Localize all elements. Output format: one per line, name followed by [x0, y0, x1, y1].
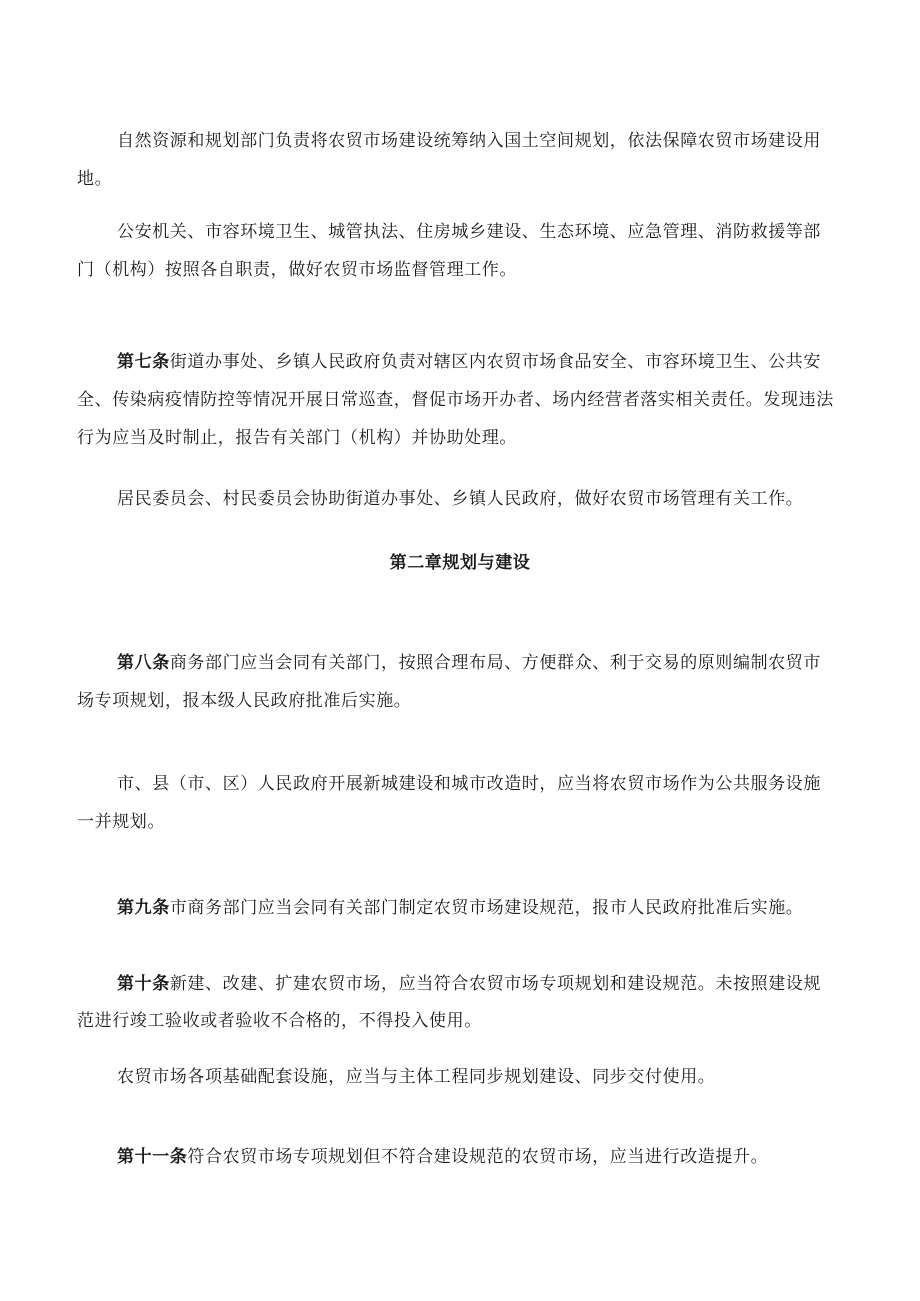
paragraph-article-9: 第九条市商务部门应当会同有关部门制定农贸市场建设规范，报市人民政府批准后实施。 [117, 898, 804, 918]
paragraph-article-8: 第八条商务部门应当会同有关部门，按照合理布局、方便群众、利于交易的原则编制农贸市场专项规划，报本级人民政府批准后实施。 [77, 653, 822, 711]
article-number: 第九条 [117, 898, 170, 918]
paragraph-article-10: 第十条新建、改建、扩建农贸市场，应当符合农贸市场专项规划和建设规范。未按照建设规范进行竣工验收或者验收不合格的，不得投入使用。 [77, 974, 822, 1031]
article-number: 第八条 [117, 653, 170, 673]
paragraph-land-planning: 自然资源和规划部门负责将农贸市场建设统筹纳入国土空间规划，依法保障农贸市场建设用地。 [77, 131, 821, 189]
article-number: 第十条 [117, 974, 170, 994]
paragraph-committees: 居民委员会、村民委员会协助街道办事处、乡镇人民政府，做好农贸市场管理有关工作。 [117, 489, 804, 509]
article-number: 第七条 [117, 352, 170, 372]
paragraph-departments-duties: 公安机关、市容环境卫生、城管执法、住房城乡建设、生态环境、应急管理、消防救援等部门（机构）按照各自职责，做好农贸市场监督管理工作。 [77, 222, 821, 280]
article-number: 第十一条 [117, 1147, 188, 1167]
paragraph-infrastructure: 农贸市场各项基础配套设施，应当与主体工程同步规划建设、同步交付使用。 [117, 1067, 716, 1087]
chapter-heading: 第二章规划与建设 [389, 553, 531, 573]
paragraph-new-city: 市、县（市、区）人民政府开展新城建设和城市改造时，应当将农贸市场作为公共服务设施一并规划。 [77, 774, 821, 832]
paragraph-article-11: 第十一条符合农贸市场专项规划但不符合建设规范的农贸市场，应当进行改造提升。 [117, 1147, 769, 1167]
paragraph-article-7: 第七条街道办事处、乡镇人民政府负责对辖区内农贸市场食品安全、市容环境卫生、公共安全、传染病疫情防控等情况开展日常巡查，督促市场开办者、场内经营者落实相关责任。发现违法行为应当及时制止，报告有关部门（机构）并协助处理。 [77, 352, 834, 448]
